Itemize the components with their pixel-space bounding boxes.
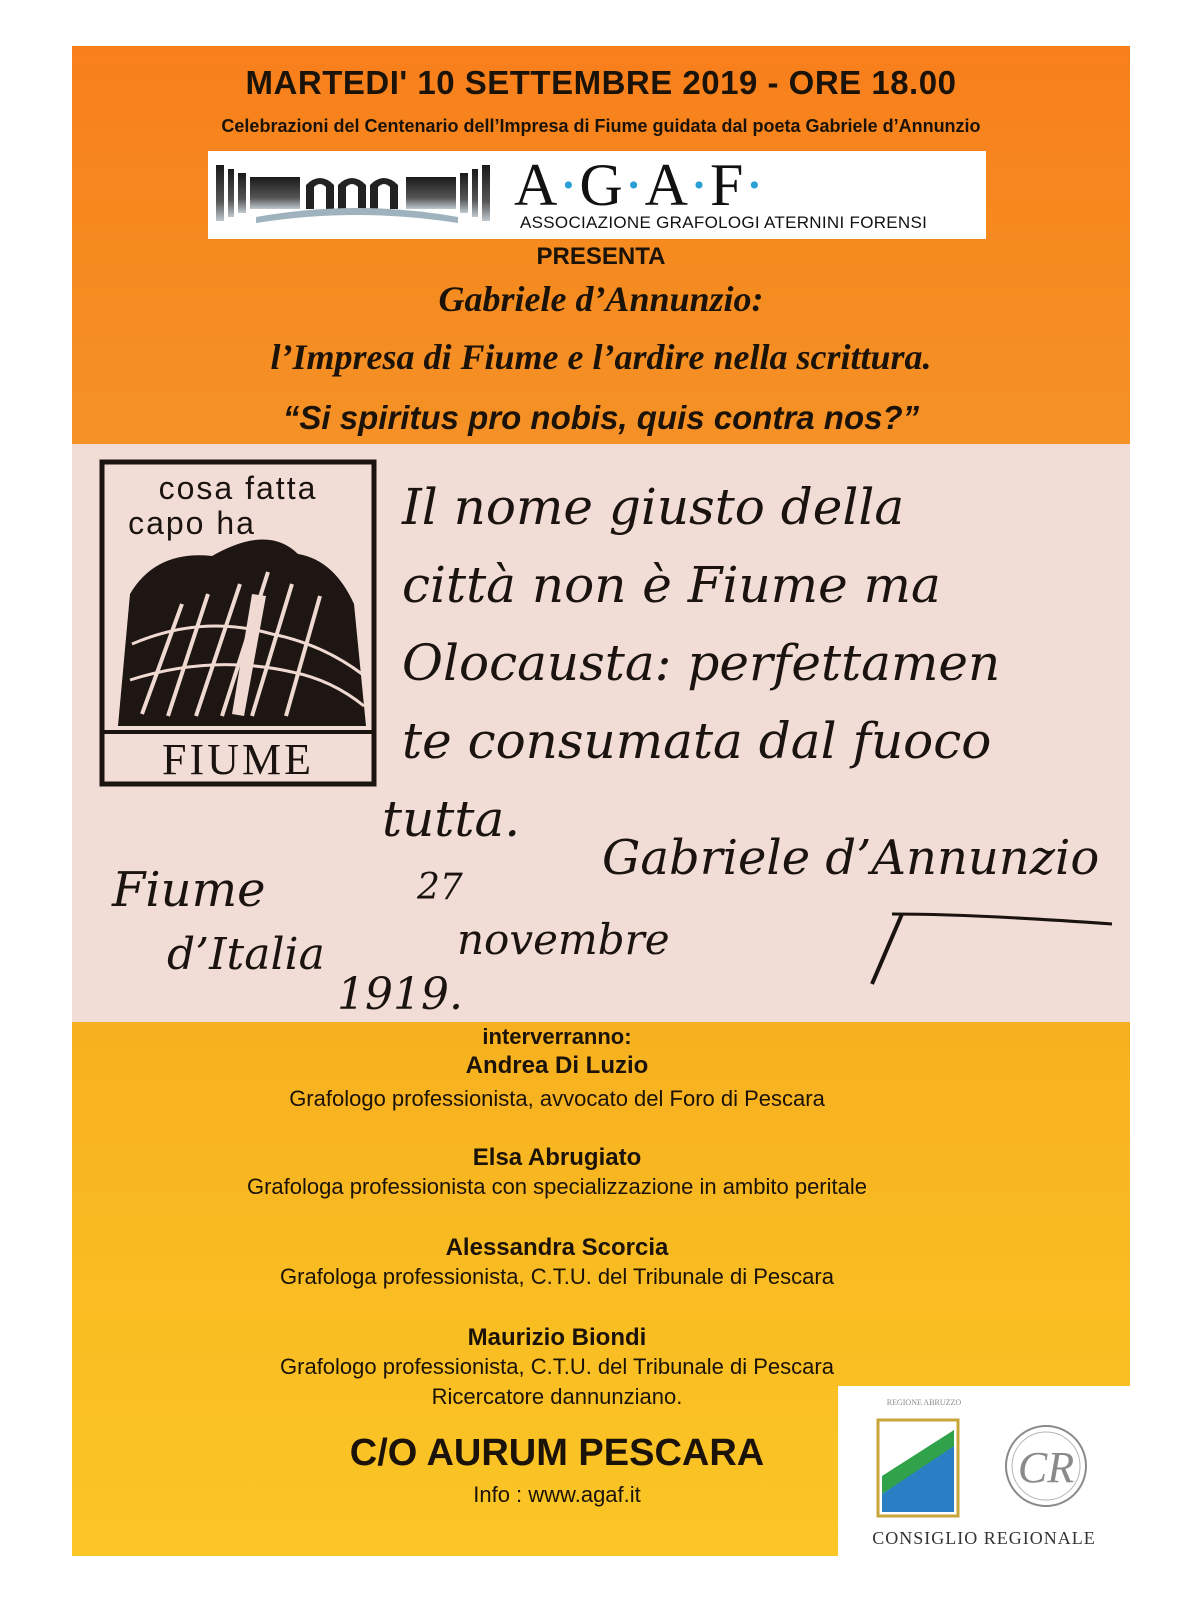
- presents-label: PRESENTA: [536, 243, 666, 270]
- agaf-emblem-icon: [216, 159, 498, 231]
- consiglio-regionale-label: CONSIGLIO REGIONALE: [872, 1528, 1096, 1548]
- svg-text:1919.: 1919.: [337, 969, 463, 1020]
- svg-text:tutta.: tutta.: [382, 790, 521, 848]
- stamp-top-line1: cosa fatta: [158, 470, 318, 506]
- speaker-role: Grafologa professionista con specializzazione in ambito peritale: [246, 1174, 867, 1199]
- celebration-subtitle: Celebrazioni del Centenario dell’Impresa di Fiume guidata dal poeta Gabriele d’Annunzio: [221, 116, 981, 136]
- seal-monogram: CR: [1017, 1443, 1075, 1492]
- svg-text:27: 27: [417, 867, 463, 908]
- speakers-section: [72, 1022, 1130, 1556]
- header-section: [72, 46, 1130, 461]
- stamp-top-line2: capo ha: [128, 505, 256, 541]
- svg-text:città non è Fiume ma: città non è Fiume ma: [402, 556, 941, 614]
- stamp-fiume-label: FIUME: [162, 735, 314, 784]
- speakers-heading: interverranno:: [482, 1024, 632, 1049]
- agaf-wordmark: A·G·A·F·: [514, 152, 766, 218]
- dannunzio-manuscript-image: [72, 444, 1130, 1022]
- event-date: MARTEDI' 10 SETTEMBRE 2019 - ORE 18.00: [245, 64, 957, 101]
- svg-text:Olocausta: perfettamen: Olocausta: perfettamen: [402, 634, 1001, 692]
- speaker-name: Elsa Abrugiato: [472, 1144, 642, 1171]
- venue-label: C/O AURUM PESCARA: [349, 1432, 765, 1474]
- svg-text:Il nome giusto della: Il nome giusto della: [402, 478, 905, 536]
- abruzzo-region-icon: [878, 1420, 958, 1516]
- speaker-role: Grafologa professionista, C.T.U. del Tribunale di Pescara: [280, 1264, 834, 1289]
- agaf-subtitle: ASSOCIAZIONE GRAFOLOGI ATERNINI FORENSI: [520, 213, 928, 232]
- manuscript-drawing: [72, 444, 1130, 1022]
- agaf-logo: [208, 151, 986, 239]
- latin-quote: “Si spiritus pro nobis, quis contra nos?”: [282, 399, 920, 436]
- region-label: REGIONE ABRUZZO: [886, 1398, 962, 1407]
- speaker-name: Maurizio Biondi: [467, 1324, 647, 1351]
- event-title-line2: l’Impresa di Fiume e l’ardire nella scrittura.: [270, 337, 932, 377]
- speaker-item: [72, 1234, 1042, 1290]
- event-poster: [72, 46, 1130, 1556]
- event-title-line1: Gabriele d’Annunzio:: [438, 279, 764, 319]
- info-website: Info : www.agaf.it: [473, 1482, 641, 1507]
- sponsor-logos: [838, 1386, 1130, 1556]
- svg-text:d’Italia: d’Italia: [167, 929, 325, 980]
- speaker-name: Alessandra Scorcia: [445, 1234, 669, 1261]
- speaker-name: Andrea Di Luzio: [465, 1052, 649, 1079]
- svg-text:Gabriele d’Annunzio: Gabriele d’Annunzio: [602, 830, 1100, 886]
- speaker-item: [72, 1052, 1042, 1112]
- svg-text:novembre: novembre: [457, 915, 670, 964]
- speaker-role: Grafologo professionista, C.T.U. del Tribunale di Pescara: [280, 1354, 834, 1379]
- svg-text:Fiume: Fiume: [112, 862, 266, 918]
- speaker-item: [72, 1144, 1042, 1200]
- speaker-role-extra: Ricercatore dannunziano.: [431, 1384, 683, 1409]
- consiglio-regionale-seal-icon: [1006, 1426, 1086, 1506]
- svg-text:te consumata dal fuoco: te consumata dal fuoco: [402, 712, 992, 770]
- speaker-role: Grafologo professionista, avvocato del Foro di Pescara: [289, 1086, 825, 1111]
